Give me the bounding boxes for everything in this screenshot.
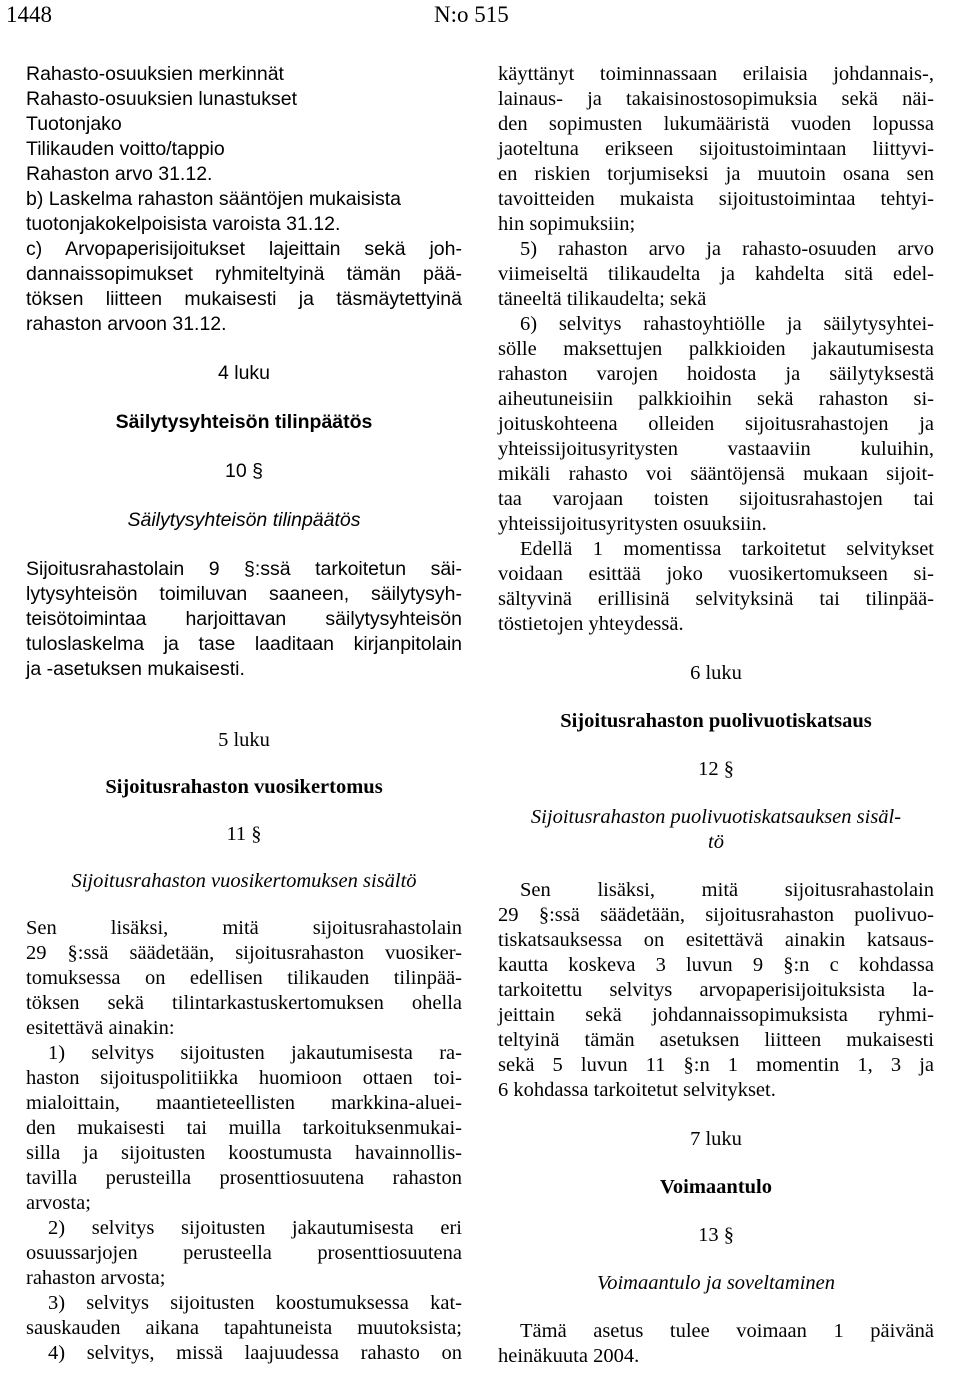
- list-item: Rahaston arvo 31.12.: [26, 163, 213, 185]
- body-line: hin sopimuksiin;: [498, 213, 636, 235]
- list-item-4: 4) selvitys, missä laajuudessa rahasto on: [48, 1342, 462, 1364]
- body-line: voidaan esittää joko vuosikertomukseen si-: [498, 563, 934, 585]
- body-line: Sen lisäksi, mitä sijoitusrahastolain: [26, 917, 462, 939]
- list-item-1: 1) selvitys sijoitusten jakautumisesta ra-: [48, 1042, 462, 1064]
- list-item: Rahasto-osuuksien lunastukset: [26, 88, 297, 110]
- page-number: 1448: [6, 2, 52, 27]
- left-column: [26, 62, 462, 1366]
- body-line: den sopimusten lukumääristä vuoden lopussa: [498, 113, 934, 135]
- body-line: ja -asetuksen mukaisesti.: [26, 658, 245, 680]
- body-line: 29 §:ssä säädetään, sijoitusrahaston puolivuo-: [498, 904, 934, 926]
- body-line: sölle maksettujen palkkioiden jakautumisesta: [498, 338, 934, 360]
- body-line: yhteissijoitusyritysten osuuksiin.: [498, 513, 767, 535]
- body-line: tiskatsauksessa on esitettävä ainakin katsaus-: [498, 929, 934, 951]
- section-10-title: Säilytysyhteisön tilinpäätös: [127, 509, 361, 531]
- body-line: Edellä 1 momentissa tarkoitetut selvitykset: [520, 538, 934, 560]
- chapter-5-label: 5 luku: [218, 729, 270, 751]
- body-line: sekä 5 luvun 11 §:n 1 momentin 1, 3 ja: [498, 1054, 934, 1076]
- body-line: tavoitteiden mukaista sijoitustoimintaa tehtyi-: [498, 188, 934, 210]
- body-line: viimeiseltä tilikaudelta ja kahdelta sitä edel-: [498, 263, 934, 285]
- body-line: lytysyhteisön toimiluvan saaneen, säilytysyh-: [26, 583, 462, 605]
- body-line: Sen lisäksi, mitä sijoitusrahastolain: [520, 879, 934, 901]
- section-11-body: [26, 916, 462, 1366]
- body-line: den mukaisesti tai muilla tarkoituksenmukai-: [26, 1117, 462, 1139]
- body-line: Tämä asetus tulee voimaan 1 päivänä: [520, 1320, 934, 1342]
- chapter-7-label: 7 luku: [690, 1128, 742, 1150]
- section-13: 13 §: [698, 1224, 734, 1246]
- body-line: teisötoimintaa harjoittavan säilytysyhteisön: [26, 608, 462, 630]
- list-block: [26, 62, 462, 337]
- body-line: täneeltä tilikaudelta; sekä: [498, 288, 707, 310]
- section-11-title: Sijoitusrahaston vuosikertomuksen sisältö: [71, 870, 417, 892]
- body-line: teltyinä tämän asetuksen liitteen mukaisesti: [498, 1029, 934, 1051]
- item-b-line: b) Laskelma rahaston sääntöjen mukaisista: [26, 188, 402, 210]
- chapter-7-title: Voimaantulo: [659, 1176, 773, 1198]
- item-c-line: töksen liitteen mukaisesti ja täsmäytettyinä: [26, 288, 462, 310]
- closing-paragraph: [498, 537, 934, 637]
- body-line: silla ja sijoitusten koostumusta havainnollis-: [26, 1142, 462, 1164]
- section-12-title-cont: tö: [708, 831, 724, 853]
- section-12-title: Sijoitusrahaston puolivuotiskatsauksen sisäl-: [530, 806, 902, 828]
- body-line: kautta koskeva 3 luvun 9 §:n c kohdassa: [498, 954, 934, 976]
- list-item: Rahasto-osuuksien merkinnät: [26, 63, 284, 85]
- body-line: sauskauden aikana tapahtuneista muutoksista;: [26, 1317, 462, 1339]
- issue-number: N:o 515: [434, 2, 509, 27]
- chapter-6-title: Sijoitusrahaston puolivuotiskatsaus: [560, 710, 872, 732]
- body-line: arvosta;: [26, 1192, 91, 1214]
- section-12-body: [498, 878, 934, 1103]
- body-line: jeittain sekä johdannaissopimuksista ryhmi-: [498, 1004, 934, 1026]
- body-line: rahaston varojen hoidosta ja säilytyksestä: [498, 363, 934, 385]
- body-line: lainaus- ja takaisinostosopimuksia sekä näi-: [498, 88, 934, 110]
- body-line: töstietojen yhteydessä.: [498, 613, 684, 635]
- chapter-4-title: Säilytysyhteisön tilinpäätös: [115, 411, 373, 433]
- item-b-line: tuotonjakokelpoisista varoista 31.12.: [26, 213, 341, 235]
- body-line: haston sijoituspolitiikka huomioon ottaen toi-: [26, 1067, 462, 1089]
- section-12: 12 §: [698, 758, 734, 780]
- body-line: yhteissijoitusyritysten vastaaviin kuluihin,: [498, 438, 934, 460]
- section-13-body: [498, 1319, 934, 1369]
- right-column: [498, 62, 934, 1369]
- body-line: mikäli rahasto voi sääntöjensä mukaan sijoit-: [498, 463, 934, 485]
- body-line: joituskohteena olleiden sijoitusrahastojen ja: [498, 413, 934, 435]
- chapter-5-title: Sijoitusrahaston vuosikertomus: [105, 776, 383, 798]
- body-line: sältyvinä erillisinä selvityksinä tai tilinpää-: [498, 588, 934, 610]
- item-c-line: rahaston arvoon 31.12.: [26, 313, 227, 335]
- body-line: esitettävä ainakin:: [26, 1017, 175, 1039]
- body-line: tarkoitettu selvitys arvopaperisijoituksista la-: [498, 979, 934, 1001]
- body-line: heinäkuuta 2004.: [498, 1345, 640, 1367]
- body-line: rahaston arvosta;: [26, 1267, 166, 1289]
- list-item-3: 3) selvitys sijoitusten koostumuksessa kat-: [48, 1292, 462, 1314]
- section-11: 11 §: [226, 823, 262, 845]
- list-item: Tuotonjako: [26, 113, 122, 135]
- list-item-5: 5) rahaston arvo ja rahasto-osuuden arvo: [520, 238, 934, 260]
- chapter-6-label: 6 luku: [690, 662, 742, 684]
- list-item-2: 2) selvitys sijoitusten jakautumisesta eri: [48, 1217, 462, 1239]
- body-line: aiheutuneisiin palkkioihin sekä rahaston si-: [498, 388, 934, 410]
- body-line: käyttänyt toiminnassaan erilaisia johdannais-,: [498, 63, 934, 85]
- section-13-title: Voimaantulo ja soveltaminen: [596, 1272, 835, 1294]
- list-item-6: 6) selvitys rahastoyhtiölle ja säilytysyhtei-: [520, 313, 934, 335]
- body-line: taa varojaan toisten sijoitusrahastojen tai: [498, 488, 934, 510]
- body-line: osuussarjojen perusteella prosenttiosuutena: [26, 1242, 462, 1264]
- body-line: en riskien torjumiseksi ja muutoin osana sen: [498, 163, 934, 185]
- body-line: tomuksessa on edellisen tilikauden tilinpää-: [26, 967, 462, 989]
- body-line: tuloslaskelma ja tase laaditaan kirjanpitolain: [26, 633, 462, 655]
- section-10-body: [26, 557, 462, 682]
- item-c-line: c) Arvopaperisijoitukset lajeittain sekä joh-: [26, 238, 462, 260]
- item-c-line: dannaissopimukset ryhmiteltyinä tämän pää-: [26, 263, 462, 285]
- page-header: [0, 0, 960, 40]
- list-item: Tilikauden voitto/tappio: [26, 138, 225, 160]
- body-line: jaoteltuna erikseen sijoitustoimintaan liittyvi-: [498, 138, 934, 160]
- body-line: töksen sekä tilintarkastuskertomuksen ohella: [26, 992, 462, 1014]
- body-line: Sijoitusrahastolain 9 §:ssä tarkoitetun säi-: [26, 558, 462, 580]
- body-line: 6 kohdassa tarkoitetut selvitykset.: [498, 1079, 776, 1101]
- item-5: [498, 237, 934, 312]
- body-line: 29 §:ssä säädetään, sijoitusrahaston vuosiker-: [26, 942, 462, 964]
- chapter-4-label: 4 luku: [217, 362, 271, 384]
- item-6: [498, 312, 934, 537]
- body-line: tavilla perusteilla prosenttiosuutena rahaston: [26, 1167, 462, 1189]
- item-4-continuation: [498, 62, 934, 237]
- section-10: 10 §: [225, 460, 263, 482]
- body-line: mialoittain, maantieteellisten markkina-aluei-: [26, 1092, 462, 1114]
